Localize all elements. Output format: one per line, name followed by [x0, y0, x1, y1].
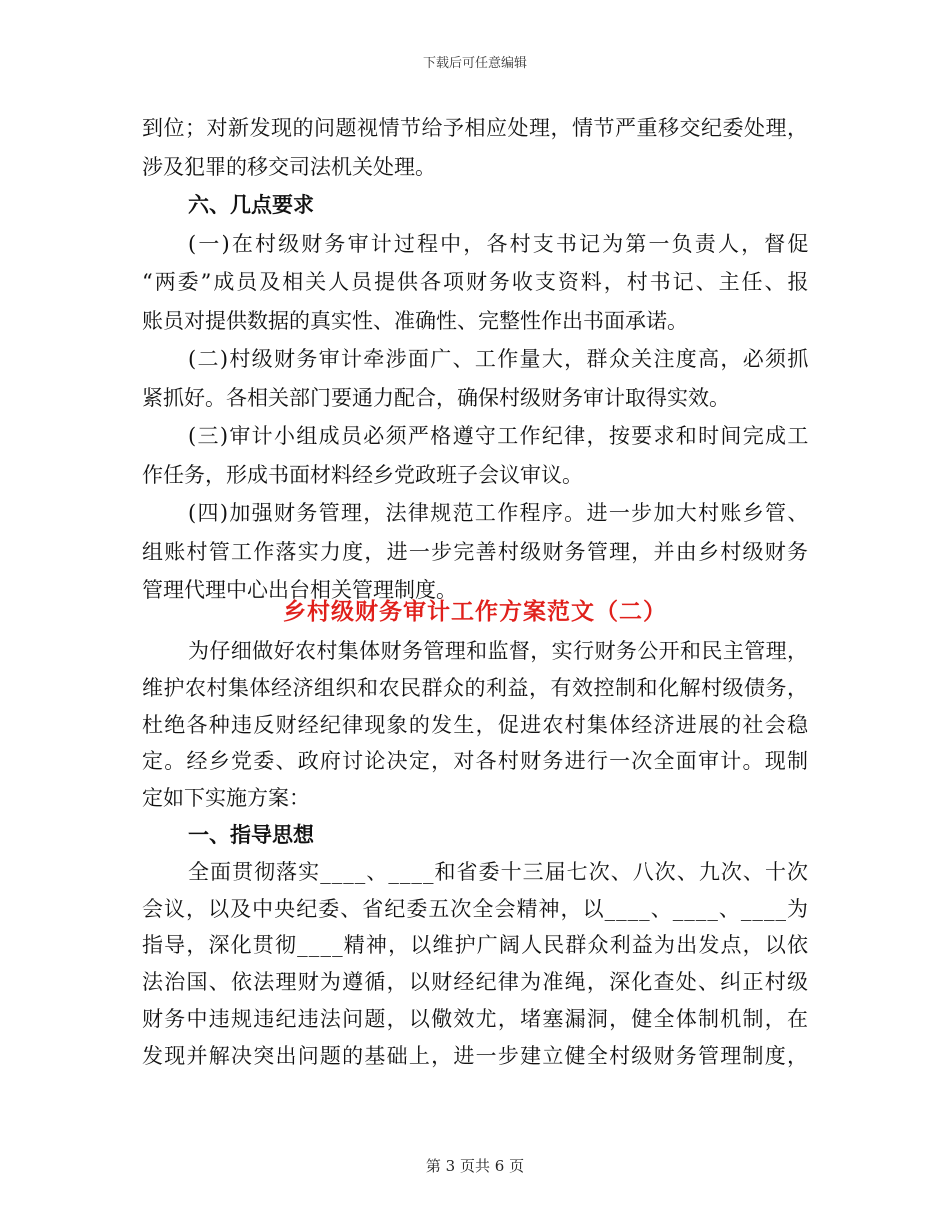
paragraph-line: 作任务，形成书面材料经乡党政班子会议审议。: [142, 462, 583, 487]
paragraph-line: (四)加强财务管理，法律规范工作程序。进一步加大村账乡管、: [188, 501, 810, 525]
paragraph-line: 指导，深化贯彻____精神，以维护广阔人民群众利益为出发点，以依: [142, 933, 810, 958]
page-header: 下载后可任意编辑: [422, 56, 527, 71]
paragraph-line: 法治国、依法理财为遵循，以财经纪律为准绳，深化查处、纠正村级: [142, 970, 810, 995]
paragraph-line: 到位；对新发现的问题视情节给予相应处理，情节严重移交纪委处理，: [142, 116, 809, 140]
section-heading: 六、几点要求: [188, 192, 314, 217]
paragraph-line: (二)村级财务审计牵涉面广、工作量大，群众关注度高，必须抓: [188, 347, 810, 371]
page-footer: 第 3 页共 6 页: [425, 1157, 525, 1175]
paragraph-line: 全面贯彻落实____、____和省委十三届七次、八次、九次、十次: [188, 859, 810, 884]
paragraph-line: 定。经乡党委、政府讨论决定，对各村财务进行一次全面审计。现制: [142, 749, 810, 774]
paragraph-line: 为仔细做好农村集体财务管理和监督，实行财务公开和民主管理，: [188, 639, 809, 663]
paragraph-line: 定如下实施方案：: [142, 786, 310, 811]
paragraph-line: (一)在村级财务审计过程中，各村支书记为第一负责人，督促: [188, 231, 811, 256]
paragraph-line: 发现并解决突出问题的基础上，进一步建立健全村级财务管理制度，: [142, 1043, 810, 1068]
paragraph-line: 紧抓好。各相关部门要通力配合，确保村级财务审计取得实效。: [142, 385, 730, 410]
paragraph-line: 组账村管工作落实力度，进一步完善村级财务管理，并由乡村级财务: [142, 539, 810, 564]
paragraph-line: 管理代理中心出台相关管理制度。: [142, 578, 457, 602]
paragraph-line: 账员对提供数据的真实性、准确性、完整性作出书面承诺。: [142, 308, 688, 333]
paragraph-line: “两委”成员及相关人员提供各项财务收支资料，村书记、主任、报: [142, 270, 811, 294]
paragraph-line: 涉及犯罪的移交司法机关处理。: [142, 154, 436, 179]
paragraph-line: 杜绝各种违反财经纪律现象的发生，促进农村集体经济进展的社会稳: [142, 712, 810, 737]
paragraph-line: 财务中违规违纪违法问题，以儆效尤，堵塞漏洞，健全体制机制，在: [142, 1007, 810, 1031]
section-title: 乡村级财务审计工作方案范文（二）: [283, 598, 667, 625]
section-heading: 一、指导思想: [188, 822, 314, 847]
paragraph-line: 维护农村集体经济组织和农民群众的利益，有效控制和化解村级债务，: [142, 675, 809, 700]
paragraph-line: 会议，以及中央纪委、省纪委五次全会精神，以____、____、____为: [142, 896, 810, 921]
paragraph-line: (三)审计小组成员必须严格遵守工作纪律，按要求和时间完成工: [188, 424, 810, 448]
